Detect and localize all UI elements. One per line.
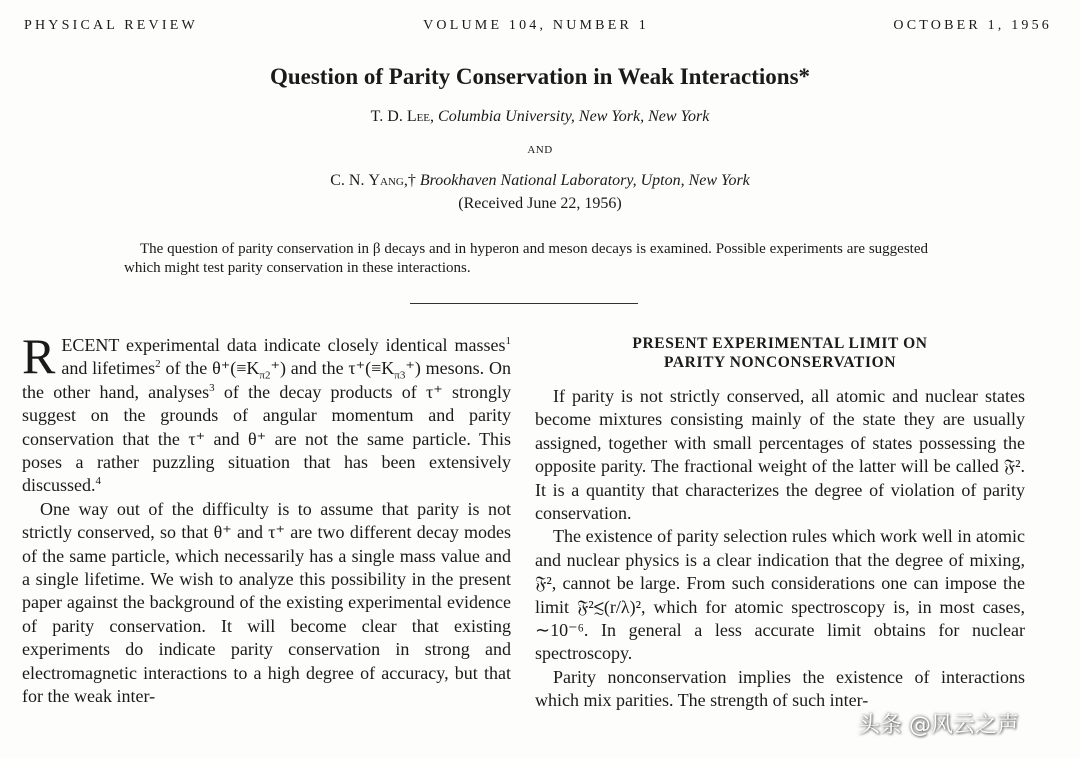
author-1-initials: T. D. bbox=[370, 108, 407, 125]
right-column bbox=[535, 334, 1025, 713]
text-run: of the decay products of τ⁺ strongly suggest on the grounds of angular momentum and parity conservation that the τ⁺ and θ⁺ are not the same particle. This poses a rather puzzling situation that has been extensively discussed. bbox=[22, 381, 511, 496]
subscript: π3 bbox=[394, 370, 406, 382]
author-1: T. D. Lee, Columbia University, New York, New York bbox=[370, 108, 710, 125]
author-1-surname: Lee bbox=[406, 108, 431, 125]
section-paragraph-1: If parity is not strictly conserved, all atomic and nuclear states become mixtures consisting mainly of the state they are usually assigned, together with small percentages of states possessing the opposite parity. The fractional weight of the latter will be called 𝔉². It is a quantity that characterizes the degree of violation of parity conservation. bbox=[535, 386, 1025, 524]
intro-paragraph-1 bbox=[22, 328, 511, 498]
section-heading-line-1: PRESENT EXPERIMENTAL LIMIT ON bbox=[632, 335, 928, 352]
subscript: π2 bbox=[259, 370, 271, 382]
authors-conjunction: AND bbox=[527, 144, 553, 156]
text-run: ECENT experimental data indicate closely identical masses bbox=[61, 335, 506, 355]
section-divider bbox=[410, 303, 638, 304]
author-2: C. N. Yang,† Brookhaven National Laboratory, Upton, New York bbox=[330, 172, 750, 189]
reference-3: 3 bbox=[209, 381, 215, 394]
section-heading-line-2: PARITY NONCONSERVATION bbox=[663, 354, 897, 371]
section-paragraph-2: The existence of parity selection rules which work well in atomic and nuclear physics is a clear indication that the degree of mixing, 𝔉², cannot be large. From such considerations one can impose the limit 𝔉²≲(r/λ)², which for atomic spectroscopy is, in most cases, ∼10⁻⁶. In general a less accurate limit obtains for nuclear spectroscopy. bbox=[535, 526, 1025, 664]
author-1-affiliation: Columbia University, New York, New York bbox=[438, 108, 710, 125]
left-column bbox=[22, 328, 511, 709]
section-paragraph-3: Parity nonconservation implies the existence of interactions which mix parities. The strength of such inter- bbox=[535, 666, 1025, 711]
section-heading bbox=[535, 334, 1025, 372]
author-2-surname: Yang bbox=[368, 172, 404, 189]
text-run: of the θ⁺(≡K bbox=[160, 358, 260, 379]
text-run: ⁺) mesons. On the other hand, analyses bbox=[22, 358, 511, 402]
abstract: The question of parity conservation in β decays and in hyperon and meson decays is examined. Possible experiments are suggested which might test parity conservation in these interactions. bbox=[124, 241, 928, 276]
text-run: and lifetimes bbox=[61, 358, 156, 379]
journal-name: PHYSICAL REVIEW bbox=[24, 18, 198, 33]
volume-number: VOLUME 104, NUMBER 1 bbox=[423, 18, 649, 33]
issue-date: OCTOBER 1, 1956 bbox=[893, 18, 1052, 33]
author-2-mark: † bbox=[407, 172, 416, 189]
intro-paragraph-2: One way out of the difficulty is to assume that parity is not strictly conserved, so that θ⁺ and τ⁺ are two different decay modes of the same particle, which necessarily has a single mass value and a single lifetime. We wish to analyze this possibility in the present paper against the background of the existing experimental evidence of parity conservation. It will become clear that existing experiments do indicate parity conservation in strong and electromagnetic interactions to a high degree of accuracy, but that for the weak inter- bbox=[22, 498, 511, 707]
watermark: 头条 @风云之声 bbox=[858, 713, 1019, 738]
paper-title: Question of Parity Conservation in Weak Interactions* bbox=[269, 64, 811, 89]
reference-1: 1 bbox=[505, 335, 511, 347]
reference-2: 2 bbox=[155, 358, 161, 371]
received-date: (Received June 22, 1956) bbox=[458, 195, 622, 212]
author-2-initials: C. N. bbox=[330, 172, 369, 189]
reference-4: 4 bbox=[95, 475, 101, 488]
text-run: ⁺) and the τ⁺(≡K bbox=[270, 358, 395, 379]
drop-cap: R bbox=[22, 328, 56, 384]
author-2-affiliation: Brookhaven National Laboratory, Upton, New York bbox=[419, 172, 750, 189]
